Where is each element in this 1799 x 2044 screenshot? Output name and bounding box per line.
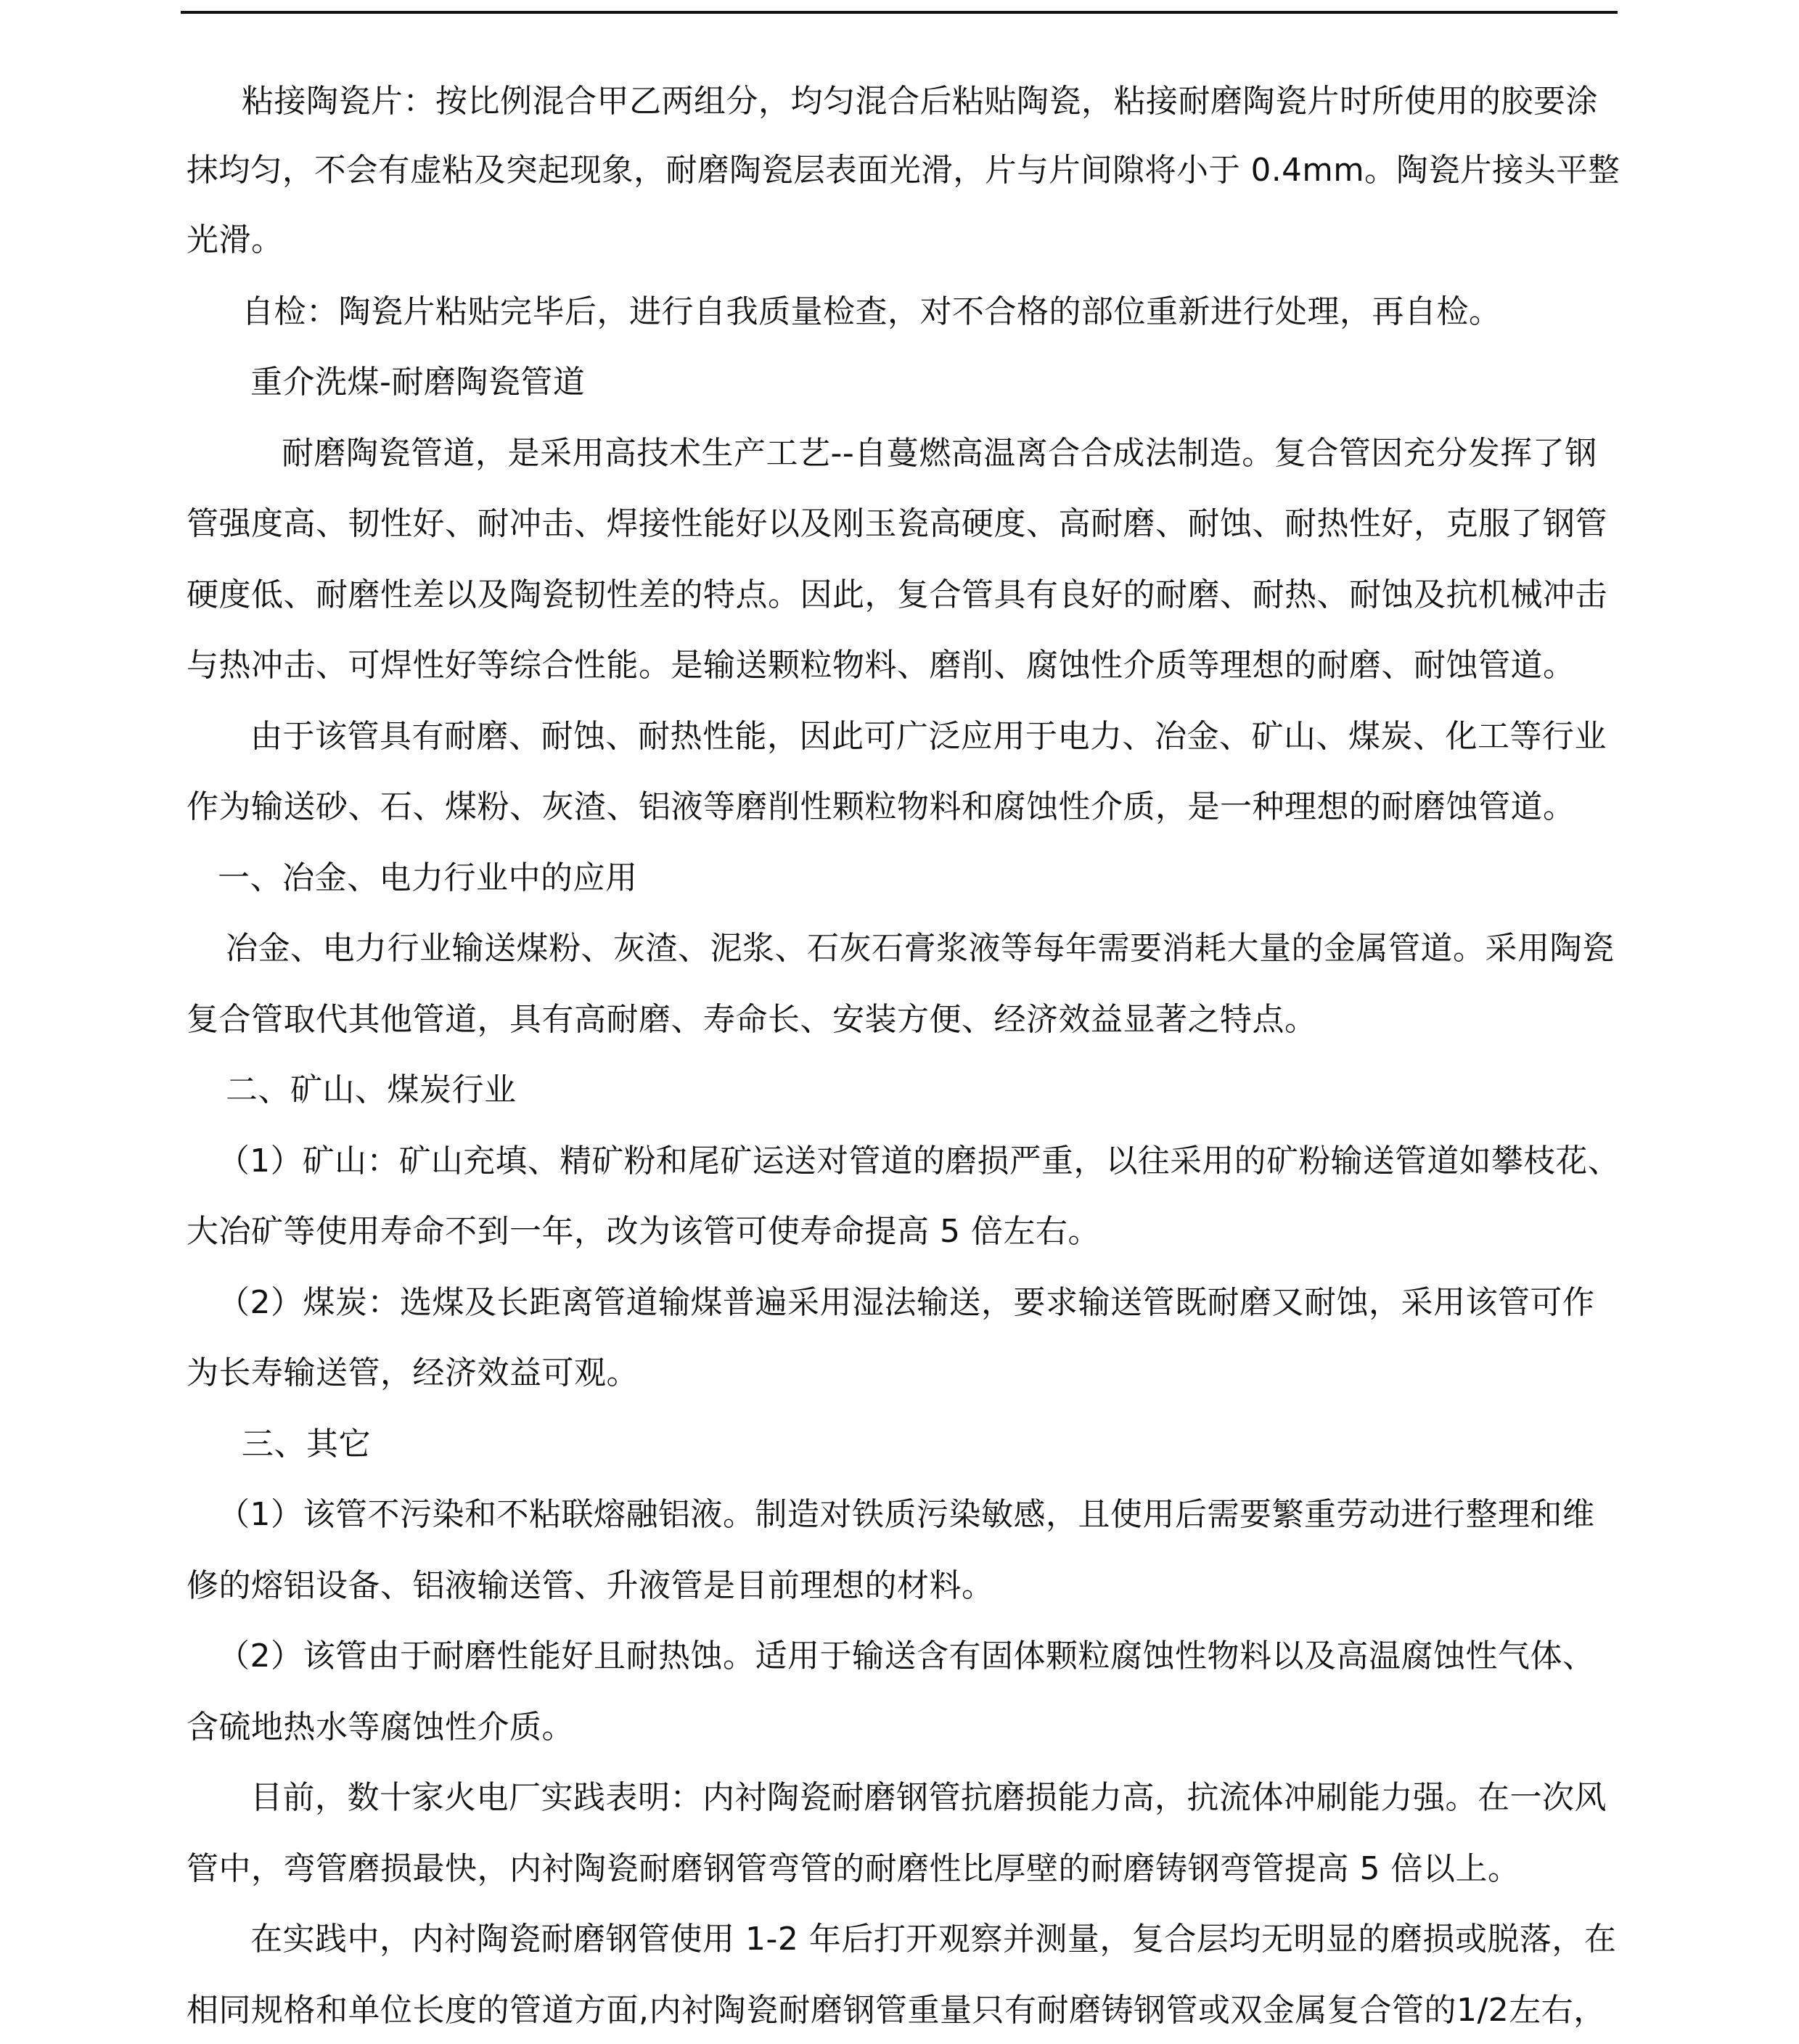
paragraph-line: 光滑。	[187, 221, 284, 258]
paragraph-line: 与热冲击、可焊性好等综合性能。是输送颗粒物料、磨削、腐蚀性介质等理想的耐磨、耐蚀管道。	[187, 647, 1575, 684]
paragraph-line: （2）煤炭：选煤及长距离管道输煤普遍采用湿法输送，要求输送管既耐磨又耐蚀，采用该管可作	[218, 1284, 1595, 1321]
paragraph-line: 含硫地热水等腐蚀性介质。	[187, 1709, 574, 1746]
section-heading: 三、其它	[242, 1426, 371, 1463]
header-rule	[181, 11, 1618, 14]
paragraph-line: 粘接陶瓷片：按比例混合甲乙两组分，均匀混合后粘贴陶瓷，粘接耐磨陶瓷片时所使用的胶要涂	[242, 83, 1598, 120]
paragraph-line: （1）该管不污染和不粘联熔融铝液。制造对铁质污染敏感，且使用后需要繁重劳动进行整理和维	[218, 1496, 1595, 1533]
paragraph-line: 耐磨陶瓷管道，是采用高技术生产工艺--自蔓燃高温离合合成法制造。复合管因充分发挥了钢	[282, 435, 1597, 472]
paragraph-line: 作为输送砂、石、煤粉、灰渣、铝液等磨削性颗粒物料和腐蚀性介质，是一种理想的耐磨蚀管道。	[187, 788, 1575, 825]
paragraph-line: 抹均匀，不会有虚粘及突起现象，耐磨陶瓷层表面光滑，片与片间隙将小于 0.4mm。陶瓷片接头平整	[187, 152, 1620, 189]
section-heading: 二、矿山、煤炭行业	[226, 1071, 517, 1108]
paragraph-line: 目前，数十家火电厂实践表明：内衬陶瓷耐磨钢管抗磨损能力高，抗流体冲刷能力强。在一次风	[250, 1779, 1607, 1816]
paragraph-line: 自检：陶瓷片粘贴完毕后，进行自我质量检查，对不合格的部位重新进行处理，再自检。	[242, 293, 1501, 330]
paragraph-line: 在实践中，内衬陶瓷耐磨钢管使用 1-2 年后打开观察并测量，复合层均无明显的磨损或脱落，在	[250, 1921, 1617, 1958]
paragraph-line: 相同规格和单位长度的管道方面,内衬陶瓷耐磨钢管重量只有耐磨铸钢管或双金属复合管的1/2左右，	[187, 1992, 1606, 2029]
paragraph-line: （1）矿山：矿山充填、精矿粉和尾矿运送对管道的磨损严重，以往采用的矿粉输送管道如攀枝花、	[218, 1142, 1620, 1180]
paragraph-line: 管中，弯管磨损最快，内衬陶瓷耐磨钢管弯管的耐磨性比厚壁的耐磨铸钢弯管提高 5 倍以上。	[187, 1850, 1520, 1887]
paragraph-line: 由于该管具有耐磨、耐蚀、耐热性能，因此可广泛应用于电力、冶金、矿山、煤炭、化工等行业	[250, 718, 1607, 755]
paragraph-line: 冶金、电力行业输送煤粉、灰渣、泥浆、石灰石膏浆液等每年需要消耗大量的金属管道。采用陶瓷	[226, 930, 1615, 967]
paragraph-line: 复合管取代其他管道，具有高耐磨、寿命长、安装方便、经济效益显著之特点。	[187, 1001, 1317, 1038]
paragraph-line: 硬度低、耐磨性差以及陶瓷韧性差的特点。因此，复合管具有良好的耐磨、耐热、耐蚀及抗机械冲击	[187, 576, 1607, 613]
section-heading: 重介洗煤-耐磨陶瓷管道	[250, 364, 586, 401]
paragraph-line: 管强度高、韧性好、耐冲击、焊接性能好以及刚玉瓷高硬度、高耐磨、耐蚀、耐热性好，克服了钢管	[187, 505, 1607, 542]
paragraph-line: （2）该管由于耐磨性能好且耐热蚀。适用于输送含有固体颗粒腐蚀性物料以及高温腐蚀性气体、	[218, 1638, 1595, 1675]
paragraph-line: 为长寿输送管，经济效益可观。	[187, 1354, 639, 1391]
section-heading: 一、冶金、电力行业中的应用	[218, 859, 638, 896]
paragraph-line: 大冶矿等使用寿命不到一年，改为该管可使寿命提高 5 倍左右。	[187, 1213, 1100, 1250]
paragraph-line: 修的熔铝设备、铝液输送管、升液管是目前理想的材料。	[187, 1567, 994, 1604]
